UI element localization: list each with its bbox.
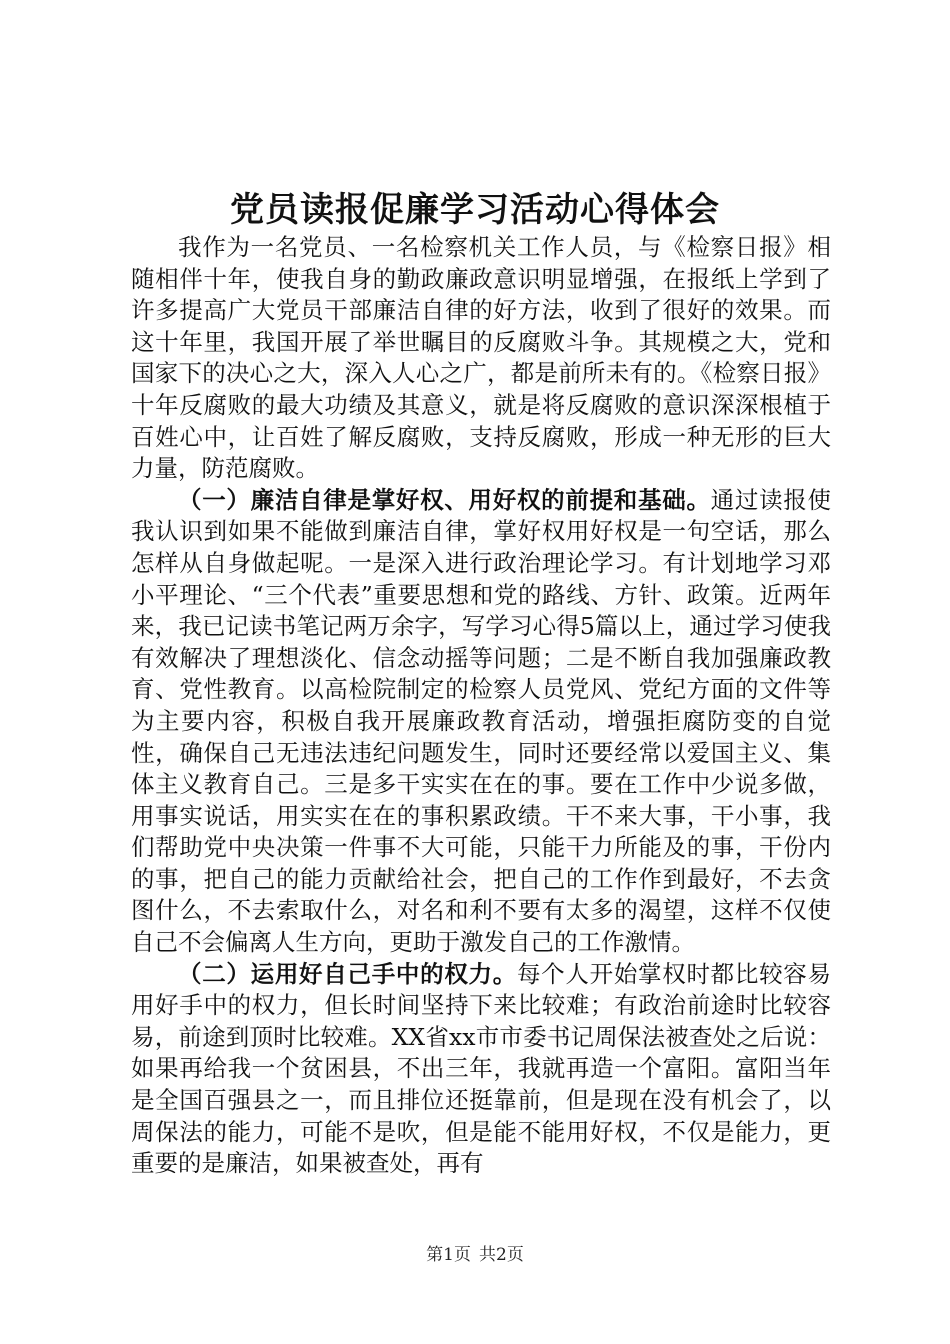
section-2-text: 每个人开始掌权时都比较容易用好手中的权力，但长时间坚持下来比较难；有政治前途时比较容易，前途到顶时比较难。XX省xx市市委书记周保法被查处之后说：如果再给我一个贫困县，不出三年，我就再造一个富阳。富阳当年是全国百强县之一，而且排位还挺靠前，但是现在没有机会了，以周保法的能力，可能不是吹，但是能不能用好权，不仅是能力，更重要的是廉洁，如果被查处，再有 (131, 959, 832, 1178)
page-footer (0, 1243, 950, 1267)
paragraph-section-1 (131, 485, 831, 959)
document-title: 党员读报促廉学习活动心得体会 (230, 190, 720, 230)
paragraph-intro (131, 232, 831, 485)
paragraph-section-2 (131, 959, 831, 1180)
page-number: 第1页 (426, 1245, 471, 1265)
page-total: 共2页 (479, 1245, 524, 1265)
section-1-heading: （一）廉洁自律是掌好权、用好权的前提和基础。 (178, 485, 711, 514)
document-body (131, 232, 831, 1180)
paragraph-intro-text: 我作为一名党员、一名检察机关工作人员，与《检察日报》相随相伴十年，使我自身的勤政廉政意识明显增强，在报纸上学到了许多提高广大党员干部廉洁自律的好方法，收到了很好的效果。而这十年里，我国开展了举世瞩目的反腐败斗争。其规模之大，党和国家下的决心之大，深入人心之广，都是前所未有的。《检察日报》十年反腐败的最大功绩及其意义，就是将反腐败的意识深深根植于百姓心中，让百姓了解反腐败，支持反腐败，形成一种无形的巨大力量，防范腐败。 (131, 233, 831, 483)
section-1-text: 通过读报使我认识到如果不能做到廉洁自律，掌好权用好权是一句空话，那么怎样从自身做起呢。一是深入进行政治理论学习。有计划地学习邓小平理论、“三个代表”重要思想和党的路线、方针、政策。近两年来，我已记读书笔记两万余字，写学习心得5篇以上，通过学习使我有效解决了理想淡化、信念动摇等问题；二是不断自我加强廉政教育、党性教育。以高检院制定的检察人员党风、党纪方面的文件等为主要内容，积极自我开展廉政教育活动，增强拒腐防变的自觉性，确保自己无违法违纪问题发生，同时还要经常以爱国主义、集体主义教育自己。三是多干实实在在的事。要在工作中少说多做，用事实说话，用实实在在的事积累政绩。干不来大事，干小事，我们帮助党中央决策一件事不大可能，只能干力所能及的事，干份内的事，把自己的能力贡献给社会，把自己的工作作到最好，不去贪图什么，不去索取什么，对名和利不要有太多的渴望，这样不仅使自己不会偏离人生方向，更助于激发自己的工作激情。 (131, 485, 832, 957)
section-2-heading: （二）运用好自己手中的权力。 (178, 959, 517, 988)
